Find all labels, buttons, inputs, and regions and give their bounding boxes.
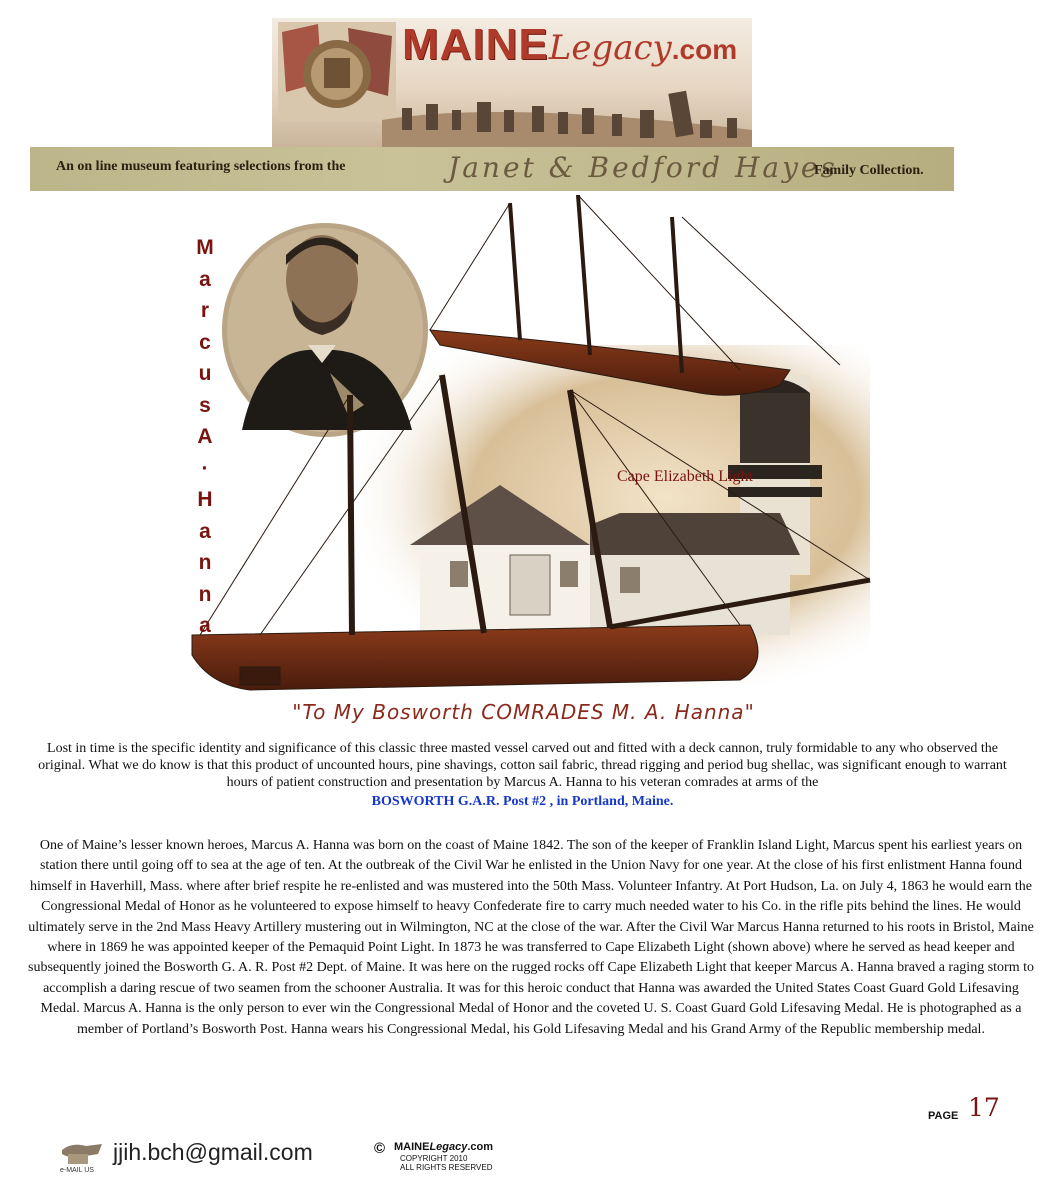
- logo-wordmark: [402, 20, 737, 70]
- intro-text: Lost in time is the specific identity and significance of this classic three masted vessel carved out and fitted with a deck cannon, truly formidable to any who observed the original. What we do know is that this product of uncounted hours, pine shavings, cotton sail fabric, thread rigging and period bug shellac, was significant enough to warrant hours of patient construction and presentation by Marcus A. Hanna to his veteran comrades at arms of the: [38, 741, 1007, 791]
- footer-brand-legacy: Legacy: [429, 1141, 468, 1153]
- logo-com-text: .com: [671, 34, 738, 65]
- biography-paragraph: One of Maine’s lesser known heroes, Marcus A. Hanna was born on the coast of Maine 1842. The son of the keeper of Franklin Island Light, Marcus spent his earliest years on station there until going off to sea at the age of ten. At the outbreak of the Civil War he enlisted in the Union Navy for one year. At the close of his first enlistment Hanna found himself in Haverhill, Mass. where after brief respite he re-enlisted and was mustered into the 50th Mass. Volunteer Infantry. At Port Hudson, La. on July 4, 1863 he would earn the Congressional Medal of Honor as he volunteered to expose himself to heavy Confederate fire to carry much needed water to his Co. in the rifle pits behind the lines. He would ultimately serve in the 2nd Mass Heavy Artillery mustering out in Wilmington, NC at the close of the war. After the Civil War Marcus Hanna returned to his roots in Bristol, Maine where in 1869 he was appointed keeper of the Pemaquid Point Light. In 1873 he was transferred to Cape Elizabeth Light (shown above) where he served as head keeper and subsequently joined the Bosworth G. A. R. Post #2 Dept. of Maine. It was here on the rugged rocks off Cape Elizabeth Light that keeper Marcus A. Hanna braved a raging storm to accomplish a daring rescue of two seamen from the schooner Australia. It was for this heroic conduct that Hanna was awarded the United States Coast Guard Gold Lifesaving Medal. Marcus A. Hanna is the only person to ever win the Congressional Medal of Honor and the coveted U. S. Coast Guard Gold Lifesaving Medal. He is photographed as a member of Portland’s Bosworth Post. Hanna wears his Congressional Medal, his Gold Lifesaving Medal and his Grand Army of the Republic membership medal.: [28, 838, 1034, 1037]
- rights-reserved: ALL RIGHTS RESERVED: [400, 1163, 493, 1172]
- tagline-suffix: Family Collection.: [814, 163, 924, 178]
- feature-collage: [180, 195, 880, 700]
- footer-brand: [394, 1141, 493, 1153]
- bosworth-post-link[interactable]: BOSWORTH G.A.R. Post #2 , in Portland, Maine.: [371, 793, 674, 809]
- name-letter: a: [199, 267, 211, 291]
- tagline-banner: [30, 147, 954, 191]
- name-letter: n: [198, 582, 212, 606]
- flags-emblem-icon: [278, 22, 396, 122]
- gravestones-illustration: [382, 80, 752, 148]
- footer-copyright-text: [400, 1154, 492, 1172]
- name-letter: c: [199, 330, 211, 354]
- email-link[interactable]: jjih.bch@gmail.com: [113, 1139, 313, 1165]
- name-letter: ·: [201, 456, 209, 480]
- name-letter: M: [196, 236, 214, 259]
- name-letter: a: [199, 614, 211, 637]
- portrait-photo: [222, 223, 428, 437]
- name-letter: s: [199, 393, 211, 417]
- name-letter: a: [199, 519, 211, 543]
- page-label: PAGE: [928, 1110, 959, 1122]
- tagline-prefix: An on line museum featuring selections from the: [56, 159, 346, 174]
- dedication-inscription: "To My Bosworth COMRADES M. A. Hanna": [292, 700, 755, 724]
- copyright-symbol-icon: ©: [374, 1140, 386, 1157]
- name-letter: A: [197, 425, 213, 448]
- name-letter: H: [197, 488, 213, 511]
- logo-maine-text: MAINE: [402, 20, 549, 69]
- copyright-year: COPYRIGHT 2010: [400, 1154, 468, 1163]
- site-logo[interactable]: [272, 18, 752, 148]
- cape-elizabeth-caption: Cape Elizabeth Light: [617, 468, 753, 485]
- vertical-name-marcus-a-hanna: [190, 232, 220, 642]
- email-us-icon[interactable]: [58, 1140, 106, 1174]
- logo-legacy-text: Legacy: [548, 28, 672, 68]
- email-icon-label: e-MAIL US: [60, 1167, 94, 1174]
- intro-paragraph: [30, 740, 1015, 810]
- page-number: 17: [968, 1093, 1000, 1122]
- name-letter: n: [198, 551, 212, 574]
- footer-copyright-logo[interactable]: [374, 1140, 524, 1174]
- name-letter: r: [200, 299, 210, 322]
- tagline-collection-names: Janet & Bedford Hayes: [448, 151, 838, 184]
- footer-brand-com: .com: [467, 1141, 494, 1153]
- name-letter: u: [198, 362, 212, 385]
- footer-brand-maine: MAINE: [394, 1141, 430, 1153]
